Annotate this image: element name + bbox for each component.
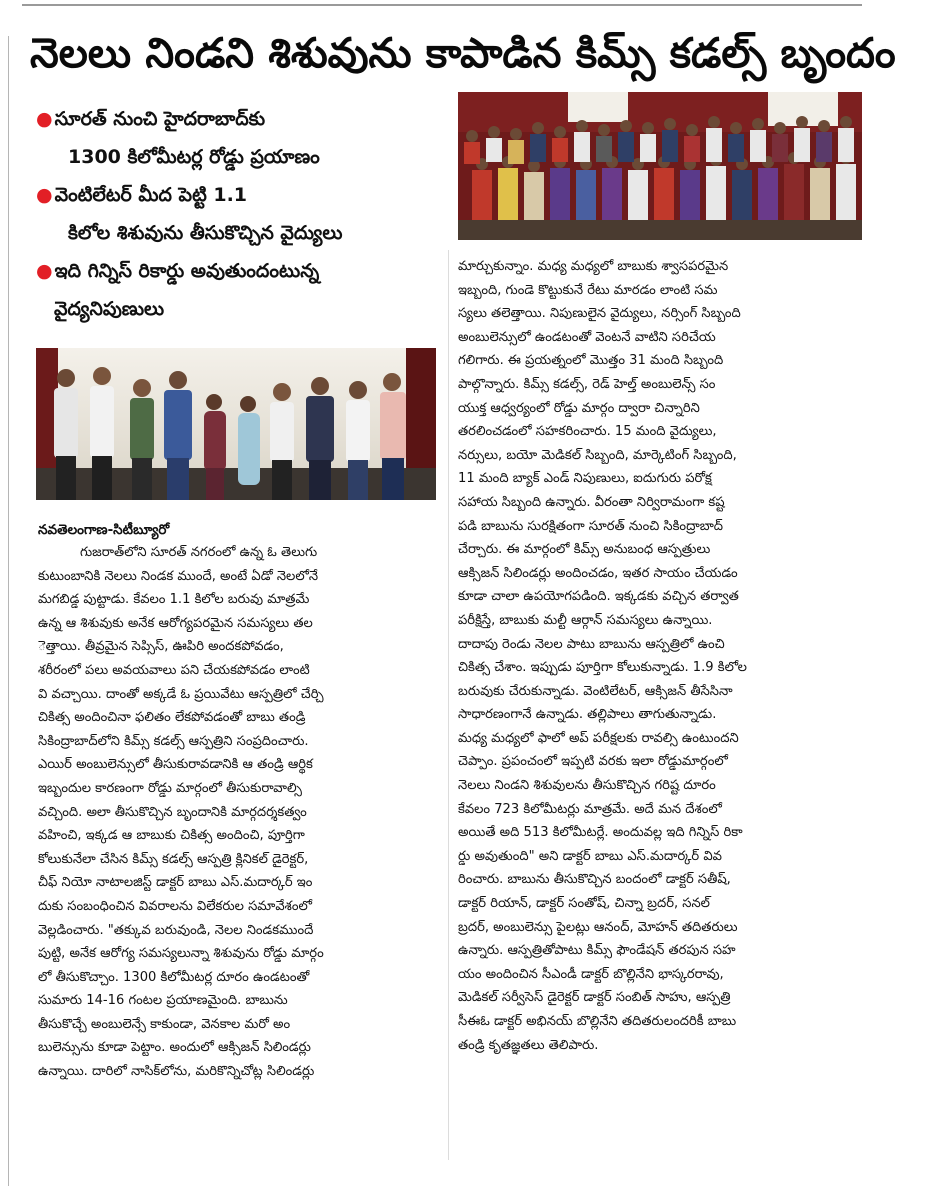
article-line: వెల్లడించారు. "తక్కువ బరువుండి, నెలల నిండకముందే: [38, 922, 314, 938]
article-line: గలిగారు. ఈ ప్రయత్నంలో మొత్తం 31 మంది సిబ్బంది: [458, 353, 724, 369]
column-divider: [448, 250, 449, 1160]
article-line: కూడా చాలా ఉపయోగపడింది. ఇక్కడకు వచ్చిన తర్వాత: [458, 589, 739, 605]
article-line: వి వచ్చాయి. దాంతో అక్కడే ఓ ప్రయివేటు ఆస్పత్రిలో చేర్చి: [38, 686, 324, 702]
red-bullet-icon: ●: [36, 184, 53, 206]
article-line: మగబిడ్డ పుట్టాడు. కేవలం 1.1 కిలోల బరువు మాత్రమే: [38, 592, 310, 608]
article-line: చికిత్స చేశాం. ఇప్పుడు పూర్తిగా కోలుకున్నాడు. 1.9 కిలోల: [458, 660, 747, 676]
bullet-2-line2: కిలోల శిశువును తీసుకొచ్చిన వైద్యులు: [68, 222, 343, 244]
bullet-3: [36, 252, 456, 328]
article-line: దుకు సంబంధించిన వివరాలను విలేకరుల సమావేశంలో: [38, 898, 312, 914]
bullet-3-line2: వైద్యనిపుణులు: [54, 298, 165, 320]
red-bullet-icon: ●: [36, 260, 53, 282]
article-line: వహించి, ఇక్కడ ఆ బాబుకు చికిత్స అందించి, పూర్తిగా: [38, 828, 305, 844]
bullet-1: [36, 100, 456, 176]
bullet-1-line1: సూరత్ నుంచి హైదరాబాద్‌కు: [54, 108, 266, 130]
article-line: సహాయ సిబ్బంది ఉన్నారు. వీరంతా నిర్విరామంగా కష్ట: [458, 494, 725, 510]
press-meet-photo: [36, 348, 436, 500]
bullet-2-line1: వెంటిలేటర్ మీద పెట్టి 1.1: [54, 184, 248, 206]
article-line: అంబులెన్సులో ఉండటంతో వెంటనే వాటిని సరిచేయ: [458, 329, 716, 345]
article-line: పరీక్షిస్తే, బాబుకు మల్టీ ఆర్గాన్ సమస్యలు ఉన్నాయి.: [458, 612, 713, 628]
article-line: మధ్య మధ్యలో ఫాలో అప్ పరీక్షలకు రావల్సి ఉంటుందని: [458, 730, 739, 746]
article-line: ఆక్సిజన్ సిలిండర్లు అందించడం, ఇతర సాయం చేయడం: [458, 565, 738, 581]
article-line: యుక్త ఆధ్వర్యంలో రోడ్డు మార్గం ద్వారా చిన్నారిని: [458, 400, 700, 416]
top-rule: [22, 4, 862, 6]
article-line: తరలించడంలో సహకరించారు. 15 మంది వైద్యులు,: [458, 424, 717, 440]
headline: నెలలు నిండని శిశువును కాపాడిన కిమ్స్ కడల్స్ బృందం: [30, 29, 896, 77]
article-left-column: [38, 541, 438, 1084]
article-line: ఉన్న ఆ శిశువుకు అనేక ఆరోగ్యపరమైన సమస్యలు తల: [38, 615, 313, 631]
article-line: ఉన్నాయి. దారిలో నాసిక్‌లోను, మరికొన్నిచోట్ల సిలిండర్లు: [38, 1064, 315, 1080]
article-line: మెడికల్ సర్వీసెస్ డైరెక్టర్ డాక్టర్ సంబిత్ సాహు, ఆస్పత్రి: [458, 990, 731, 1006]
article-line: పాల్గొన్నారు. కిమ్స్ కడల్స్, రెడ్ హెల్త్ అంబులెన్స్ సం: [458, 376, 716, 392]
article-right-column: [458, 255, 862, 1057]
article-line: కేవలం 723 కిలోమీటర్లు మాత్రమే. అదే మన దేశంలో: [458, 801, 722, 817]
article-line: కుటుంబానికి నెలలు నిండక ముందే, అంటే ఏడో నెలలోనే: [38, 568, 319, 584]
article-line: గుజరాత్‌లోని సూరత్ నగరంలో ఉన్న ఓ తెలుగు: [80, 545, 318, 560]
article-line: ఇబ్బంది, గుండె కొట్టుకునే రేటు మారడం లాంటి సమ: [458, 282, 718, 298]
team-group-photo: [458, 92, 862, 240]
bullet-1-line2: 1300 కిలోమీటర్ల రోడ్డు ప్రయాణం: [68, 146, 320, 168]
article-line: వచ్చింది. అలా తీసుకొచ్చిన బృందానికి మార్గదర్శకత్వం: [38, 804, 307, 820]
article-line: ఉన్నారు. ఆస్పత్రితోపాటు కిమ్స్ ఫౌండేషన్ తరపున సహ: [458, 943, 736, 959]
bullet-2: [36, 176, 456, 252]
left-margin-rule: [8, 36, 9, 1186]
article-line: ఇబ్బందుల కారణంగా రోడ్డు మార్గంలో తీసుకురావాల్సి: [38, 780, 302, 796]
article-line: చీఫ్ నియో నాటాలజిస్ట్ డాక్టర్ బాబు ఎస్.మదార్కర్ ఇం: [38, 875, 313, 891]
article-line: చెప్పాం. ప్రపంచంలో ఇప్పటి వరకు ఇలా రోడ్డుమార్గంలో: [458, 754, 728, 770]
article-line: ర్డు అవుతుంది" అని డాక్టర్ బాబు ఎస్.మదార్కర్ వివ: [458, 848, 722, 864]
article-line: తీసుకొచ్చే అంబులెన్సే కాకుండా, వెనకాల మరో అం: [38, 1016, 291, 1032]
article-line: ఎయిర్ అంబులెన్సులో తీసుకురావడానికి ఆ తండ్రి ఆర్థిక: [38, 757, 313, 773]
article-line: రించారు. బాబును తీసుకొచ్చిన బందంలో డాక్టర్ సతీష్,: [458, 872, 731, 888]
article-line: బ్రదర్, అంబులెన్సు పైలట్లు ఆనంద్, మోహన్ తదితరులు: [458, 919, 738, 935]
article-line: తండ్రి కృతజ్ఞతలు తెలిపారు.: [458, 1037, 599, 1053]
article-line: చికిత్స అందించినా ఫలితం లేకపోవడంతో బాబు తండ్రి: [38, 710, 306, 726]
article-line: చేర్చారు. ఈ మార్గంలో కిమ్స్ అనుబంధ ఆస్పత్రులు: [458, 542, 711, 558]
article-line: పుట్టి, అనేక ఆరోగ్య సమస్యలున్నా శిశువును రోడ్డు మార్గం: [38, 946, 324, 962]
article-line: సాధారణంగానే ఉన్నాడు. తల్లిపాలు తాగుతున్నాడు.: [458, 707, 717, 723]
article-line: సికింద్రాబాద్‌లోని కిమ్స్ కడల్స్ ఆస్పత్రిని సంప్రదించారు.: [38, 733, 309, 749]
article-line: అయితే అది 513 కిలోమీటర్లే. అందువల్ల ఇది గిన్నిస్ రికా: [458, 825, 743, 841]
article-line: డాక్టర్ రియాన్, డాక్టర్ సంతోష్, చిన్నా బ్రదర్, సనల్: [458, 896, 710, 912]
article-line: నర్సులు, బయో మెడికల్ సిబ్బంది, మార్కెటింగ్ సిబ్బంది,: [458, 447, 737, 463]
article-line: స్యలు తలెత్తాయి. నిపుణులైన వైద్యులు, నర్సింగ్ సిబ్బంది: [458, 306, 741, 322]
article-line: పడి బాబును సురక్షితంగా సూరత్ నుంచి సికింద్రాబాద్: [458, 518, 723, 534]
article-line: మార్చుకున్నాం. మధ్య మధ్యలో బాబుకు శ్వాసపరమైన: [458, 259, 729, 274]
article-line: దాదాపు రెండు నెలల పాటు బాబును ఆస్పత్రిలో ఉంచి: [458, 636, 725, 652]
article-line: 11 మంది బ్యాక్ ఎండ్ నిపుణులు, ఐదుగురు పరోక్ష: [458, 471, 712, 487]
article-line: లో తీసుకొచ్చాం. 1300 కిలోమీటర్ల దూరం ఉండటంతో: [38, 969, 310, 985]
article-line: కోలుకునేలా చేసిన కిమ్స్ కడల్స్ ఆస్పత్రి క్లినికల్ డైరెక్టర్,: [38, 851, 309, 867]
article-line: బులెన్సును కూడా పెట్టాం. అందులో ఆక్సిజన్ సిలిండర్లు: [38, 1040, 311, 1056]
article-line: యం అందించిన సీఎండీ డాక్టర్ బొల్లినేని భాస్కరరావు,: [458, 966, 724, 982]
red-bullet-icon: ●: [36, 108, 53, 130]
highlight-bullets: [36, 100, 456, 328]
article-line: సీఈఓ డాక్టర్ అభినయ్ బొల్లినేని తదితరులందరికీ బాబు: [458, 1014, 737, 1029]
article-line: ెత్తాయి. తీవ్రమైన సెప్సిస్, ఊపిరి అందకపోవడం,: [38, 639, 284, 655]
article-line: బరువుకు చేరుకున్నాడు. వెంటిలేటర్, ఆక్సిజన్ తీసేసినా: [458, 683, 733, 699]
article-line: శరీరంలో పలు అవయవాలు పని చేయకపోవడం లాంటి: [38, 662, 310, 678]
article-line: నెలలు నిండని శిశువులను తీసుకొచ్చిన గరిష్ట దూరం: [458, 778, 716, 794]
article-line: సుమారు 14-16 గంటల ప్రయాణమైంది. బాబును: [38, 993, 288, 1009]
bullet-3-line1: ఇది గిన్నిస్ రికార్డు అవుతుందంటున్న: [54, 260, 320, 282]
byline: నవతెలంగాణ-సిటీబ్యూరో: [38, 522, 170, 538]
